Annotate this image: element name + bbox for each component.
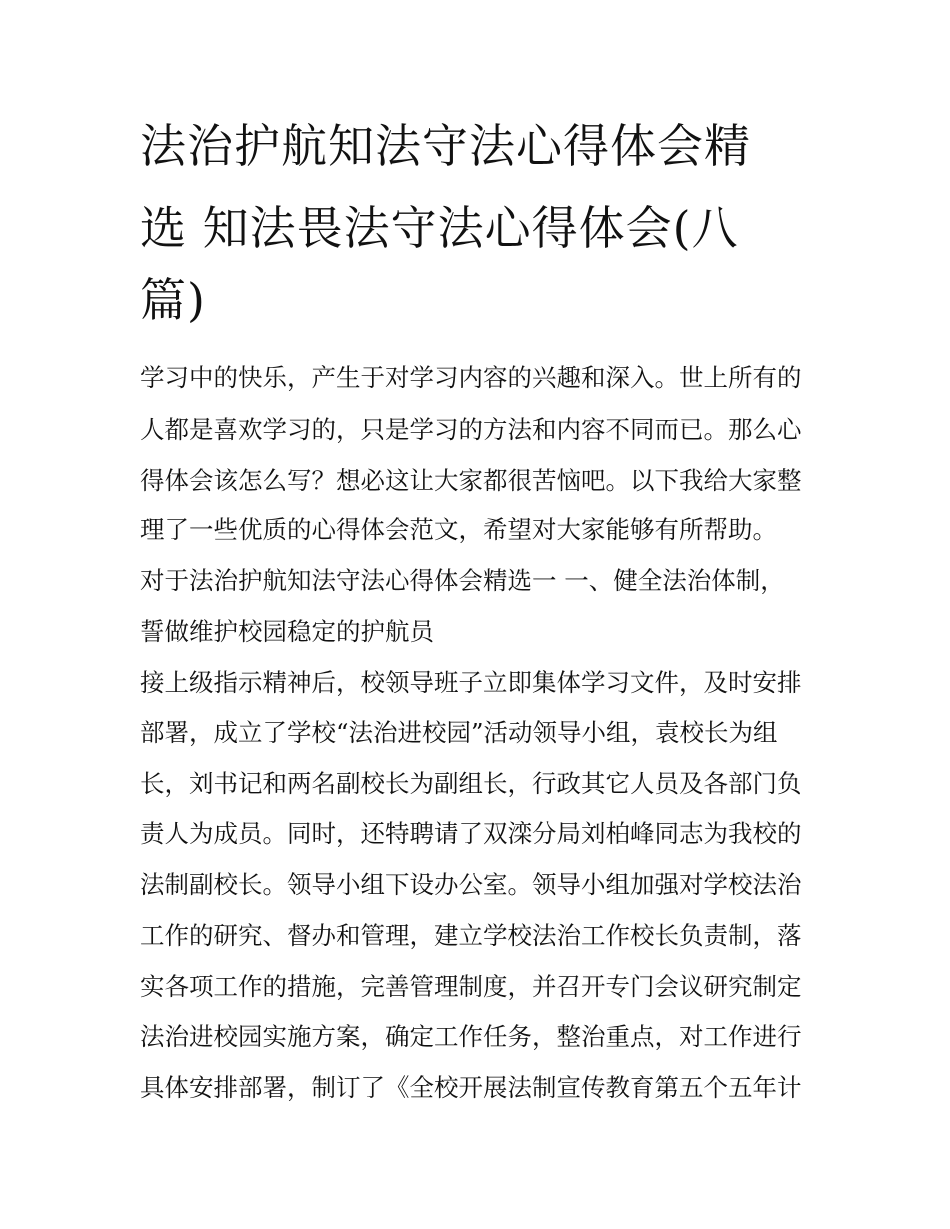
paragraph-line-11: 实各项工作的措施，完善管理制度，并召开专门会议研究制定 (140, 972, 802, 1001)
title-line-3: 篇) (140, 273, 206, 327)
paragraph-line-4: 理了一些优质的心得体会范文，希望对大家能够有所帮助。 (140, 515, 777, 544)
heading-line-2: 誓做维护校园稳定的护航员 (140, 617, 434, 646)
title-line-1: 法治护航知法守法心得体会精 (140, 119, 751, 173)
paragraph-line-5: 接上级指示精神后，校领导班子立即集体学习文件，及时安排 (140, 668, 802, 697)
paragraph-line-10: 工作的研究、督办和管理，建立学校法治工作校长负责制，落 (140, 921, 802, 950)
heading-line-1: 对于法治护航知法守法心得体会精选一 一、健全法治体制， (140, 566, 785, 595)
paragraph-line-12: 法治进校园实施方案，确定工作任务，整治重点，对工作进行 (140, 1022, 802, 1051)
paragraph-line-9: 法制副校长。领导小组下设办公室。领导小组加强对学校法治 (140, 870, 802, 899)
paragraph-line-8: 责人为成员。同时，还特聘请了双滦分局刘柏峰同志为我校的 (140, 819, 802, 848)
paragraph-line-6: 部署，成立了学校“法治进校园”活动领导小组，袁校长为组 (140, 718, 778, 747)
paragraph-line-3: 得体会该怎么写？想必这让大家都很苦恼吧。以下我给大家整 (140, 466, 802, 495)
paragraph-line-2: 人都是喜欢学习的，只是学习的方法和内容不同而已。那么心 (140, 415, 802, 444)
paragraph-line-7: 长，刘书记和两名副校长为副组长，行政其它人员及各部门负 (140, 769, 802, 798)
title-line-2: 选 知法畏法守法心得体会(八 (140, 201, 739, 255)
paragraph-line-13: 具体安排部署，制订了《全校开展法制宣传教育第五个五年计 (140, 1073, 802, 1102)
paragraph-line-1: 学习中的快乐，产生于对学习内容的兴趣和深入。世上所有的 (140, 363, 802, 392)
